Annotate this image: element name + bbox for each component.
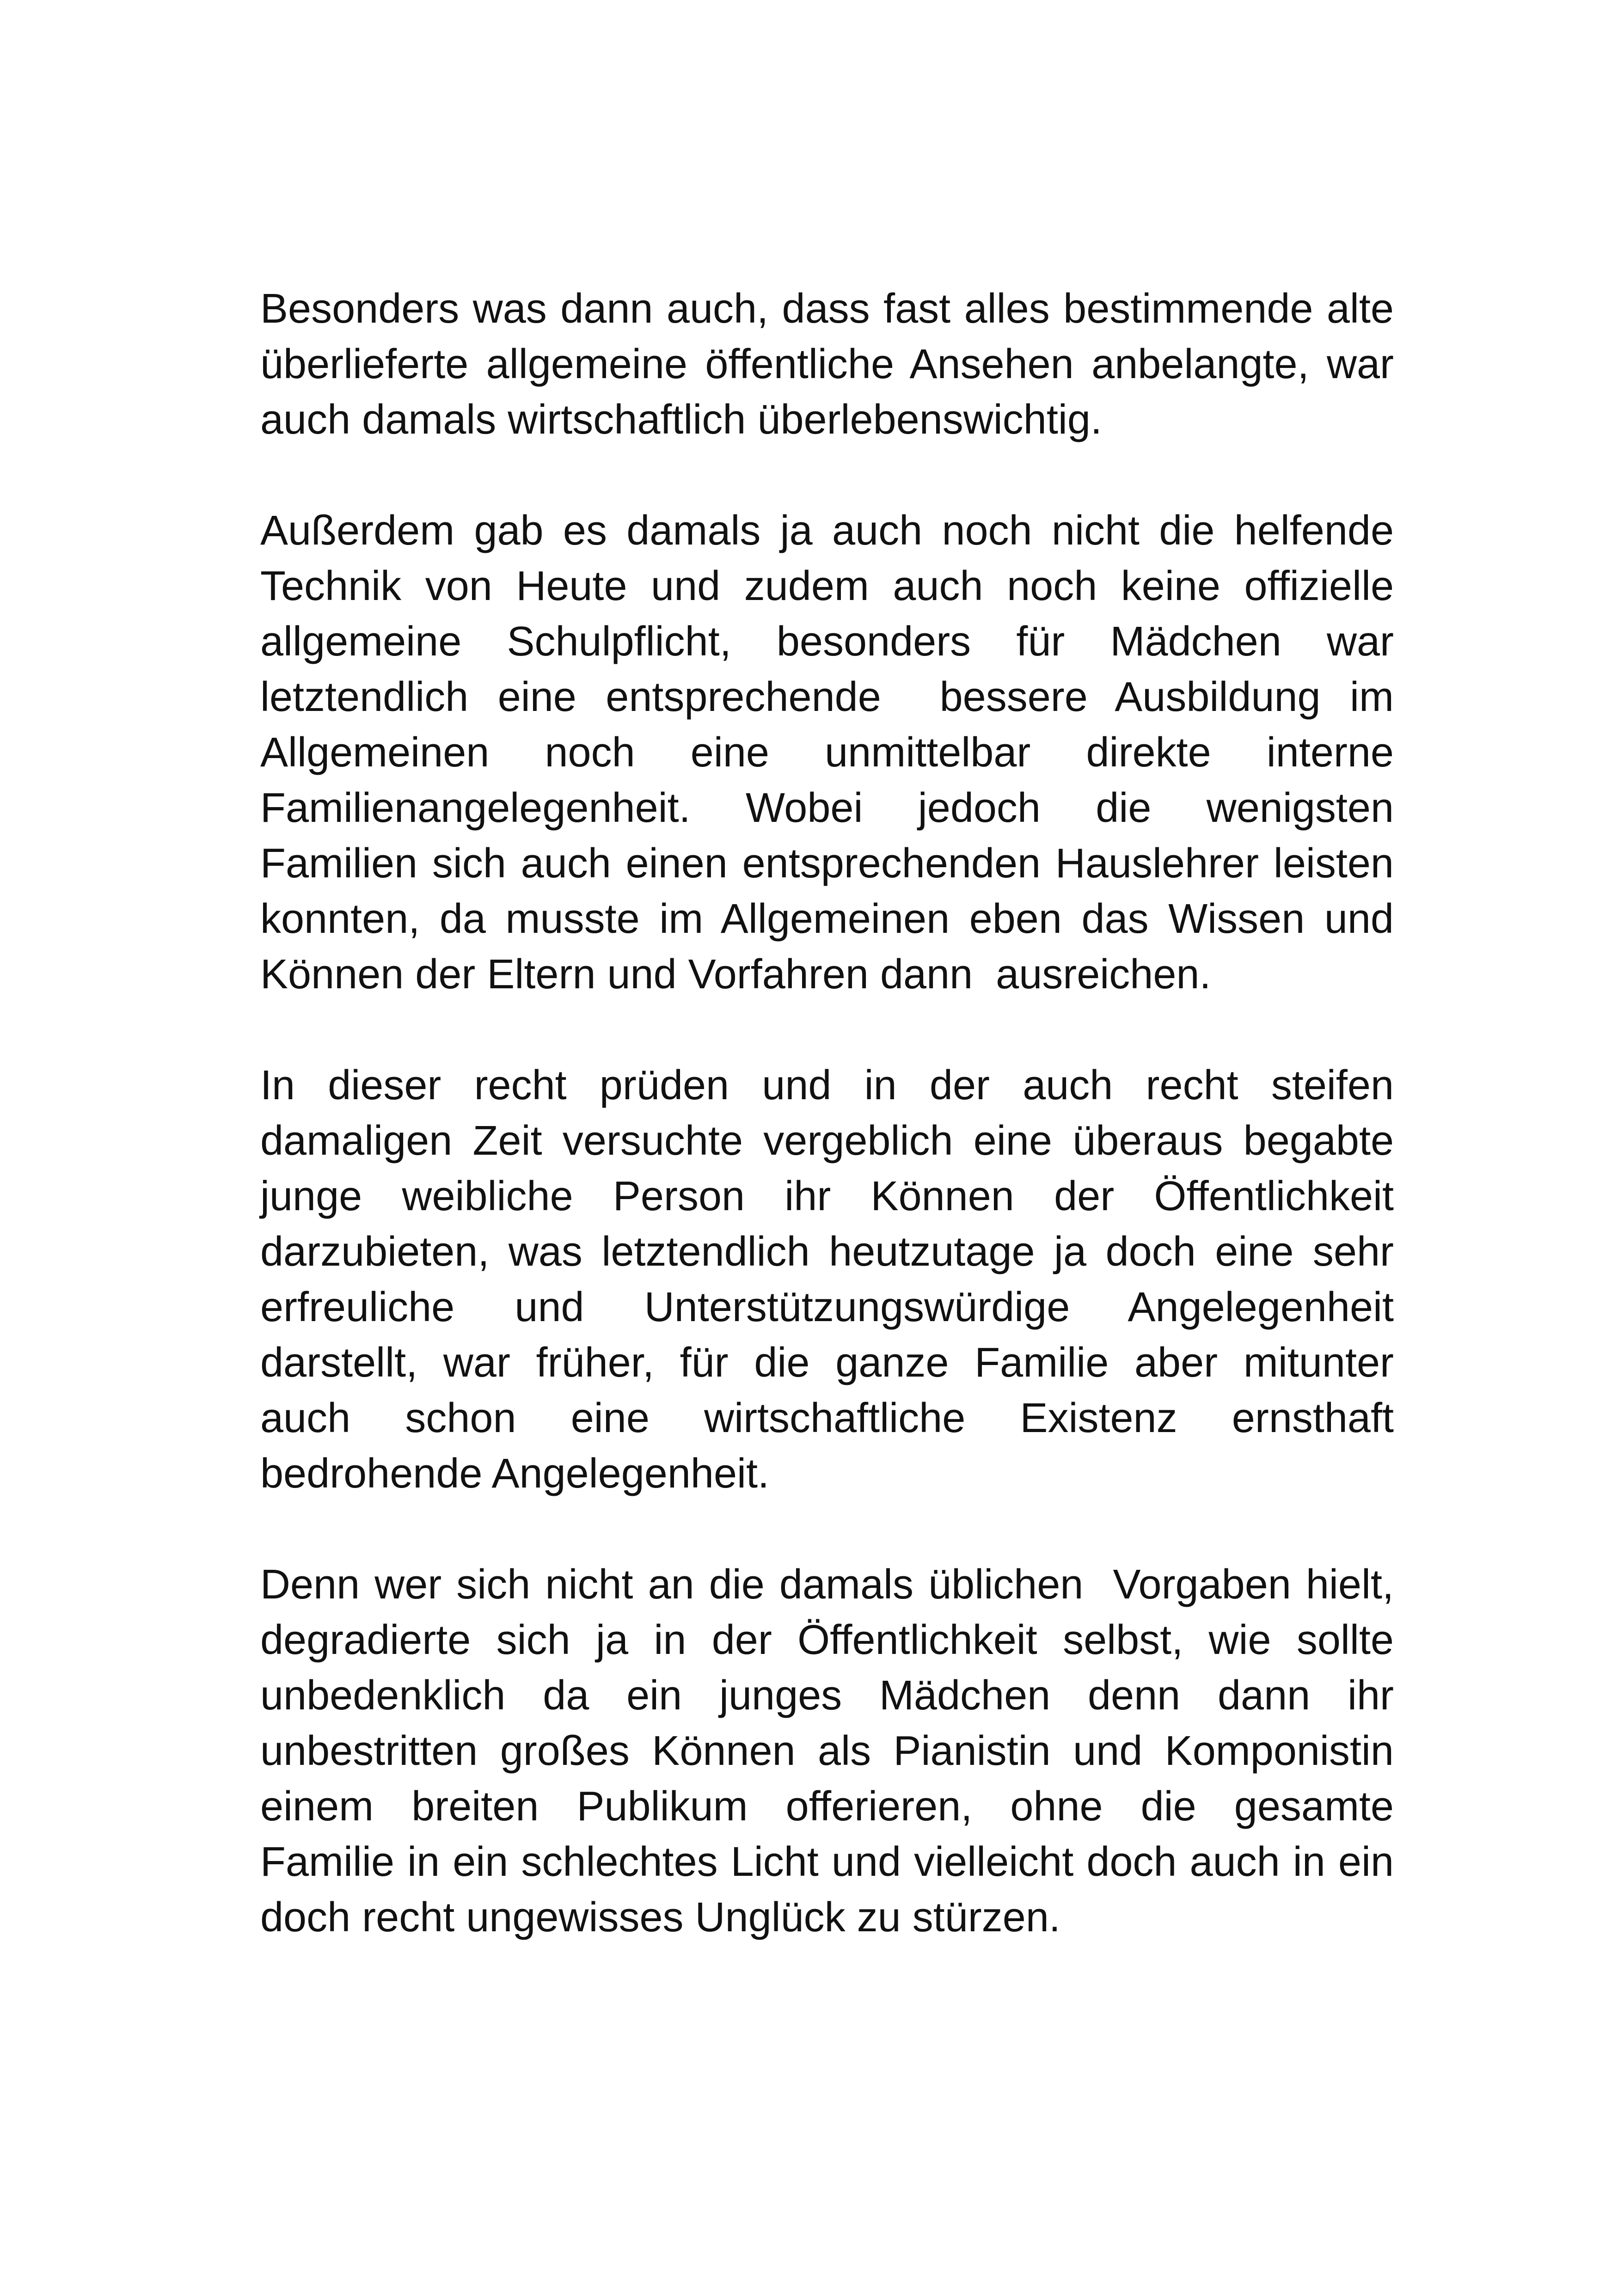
text-line: unbestritten großes Können als Pianistin und Komponistin [260,1728,1394,1774]
text-line: doch recht ungewisses Unglück zu stürzen. [260,1894,1060,1941]
paragraph-4 [260,1557,1394,1945]
text-line: darzubieten, was letztendlich heutzutage ja doch eine sehr [260,1229,1394,1275]
paragraph-1 [260,281,1394,447]
text-line: Außerdem gab es damals ja auch noch nicht die helfende [260,508,1394,554]
text-line: allgemeine Schulpflicht, besonders für Mädchen war [260,618,1394,665]
text-line: Familien sich auch einen entsprechenden Hauslehrer leisten [260,840,1394,887]
text-line: In dieser recht prüden und in der auch recht steifen [260,1062,1394,1108]
text-line: letztendlich eine entsprechende bessere Ausbildung im [260,674,1394,720]
text-line: Technik von Heute und zudem auch noch keine offizielle [260,563,1394,609]
text-line: Allgemeinen noch eine unmittelbar direkte interne [260,729,1394,776]
text-line: Denn wer sich nicht an die damals üblichen Vorgaben hielt, [260,1561,1394,1608]
text-line: Besonders was dann auch, dass fast alles bestimmende alte [260,286,1394,332]
paragraph-2 [260,503,1394,1002]
text-line: Können der Eltern und Vorfahren dann ausreichen. [260,951,1211,998]
text-line: auch schon eine wirtschaftliche Existenz ernsthaft [260,1395,1394,1441]
text-line: darstellt, war früher, für die ganze Familie aber mitunter [260,1340,1394,1386]
text-line: Familienangelegenheit. Wobei jedoch die wenigsten [260,785,1394,831]
text-line: auch damals wirtschaftlich überlebenswichtig. [260,397,1102,443]
text-line: überlieferte allgemeine öffentliche Ansehen anbelangte, war [260,341,1394,387]
text-line: damaligen Zeit versuchte vergeblich eine überaus begabte [260,1118,1394,1164]
body-text [260,281,1394,2001]
text-line: konnten, da musste im Allgemeinen eben das Wissen und [260,896,1394,942]
text-line: einem breiten Publikum offerieren, ohne die gesamte [260,1783,1394,1830]
text-line: degradierte sich ja in der Öffentlichkeit selbst, wie sollte [260,1617,1394,1663]
text-line: bedrohende Angelegenheit. [260,1451,770,1497]
text-line: junge weibliche Person ihr Können der Öffentlichkeit [260,1173,1394,1219]
text-line: Familie in ein schlechtes Licht und vielleicht doch auch in ein [260,1839,1394,1885]
paragraph-3 [260,1058,1394,1501]
text-line: unbedenklich da ein junges Mädchen denn dann ihr [260,1672,1394,1719]
text-line: erfreuliche und Unterstützungswürdige Angelegenheit [260,1284,1394,1330]
